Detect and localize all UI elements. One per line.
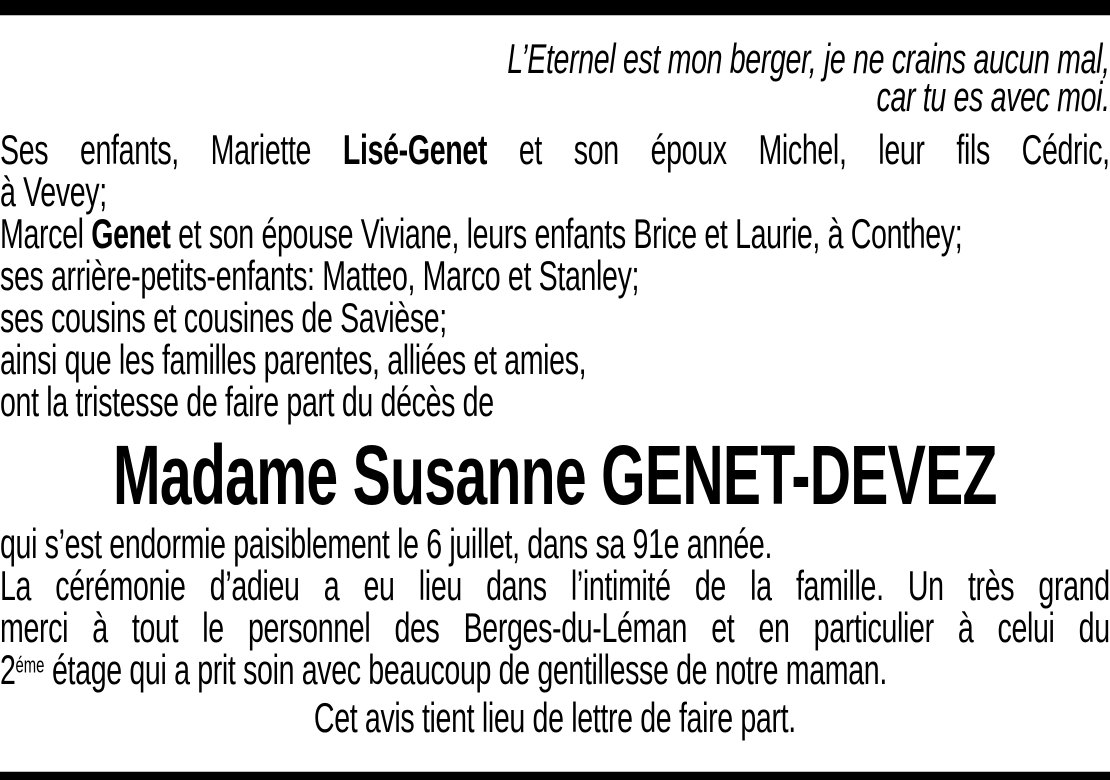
epigraph bbox=[0, 35, 1110, 120]
family-line-7: ont la tristesse de faire part du décès de bbox=[0, 378, 494, 425]
closing-line-4: $2^{éme}$ étage qui a prit soin avec beaucoup de gentillesse de notre maman. bbox=[0, 646, 887, 693]
family-announcement bbox=[0, 126, 1110, 425]
closing-line-1: qui s’est endormie paisiblement le 6 juillet, dans sa 91e année. bbox=[0, 520, 773, 567]
family-line-1: Ses enfants, Mariette Lisé-Genet et son époux Michel, leur fils Cédric, bbox=[0, 126, 1110, 173]
family-line-3: Marcel Genet et son épouse Viviane, leurs enfants Brice et Laurie, à Conthey; bbox=[0, 210, 963, 257]
epigraph-line-2: car tu es avec moi. bbox=[876, 73, 1110, 120]
closing-line-3: merci à tout le personnel des Berges-du-Léman et en particulier à celui du bbox=[0, 604, 1110, 651]
family-line-4: ses arrière-petits-enfants: Matteo, Marco et Stanley; bbox=[0, 252, 640, 299]
closing-paragraph bbox=[0, 520, 1110, 741]
family-line-6: ainsi que les familles parentes, alliées et amies, bbox=[0, 336, 587, 383]
deceased-name-title: Madame Susanne GENET-DEVEZ bbox=[112, 428, 997, 522]
closing-note: Cet avis tient lieu de lettre de faire part. bbox=[313, 694, 796, 741]
top-border-bar bbox=[0, 0, 1110, 16]
family-line-5: ses cousins et cousines de Savièse; bbox=[0, 294, 447, 341]
closing-line-2: La cérémonie d’adieu a eu lieu dans l’intimité de la famille. Un très grand bbox=[0, 562, 1110, 609]
family-line-2: à Vevey; bbox=[0, 168, 107, 215]
bottom-border-bar bbox=[0, 771, 1110, 780]
epigraph-line-1: L’Eternel est mon berger, je ne crains aucun mal, bbox=[507, 35, 1110, 82]
notice-content bbox=[0, 35, 1110, 741]
